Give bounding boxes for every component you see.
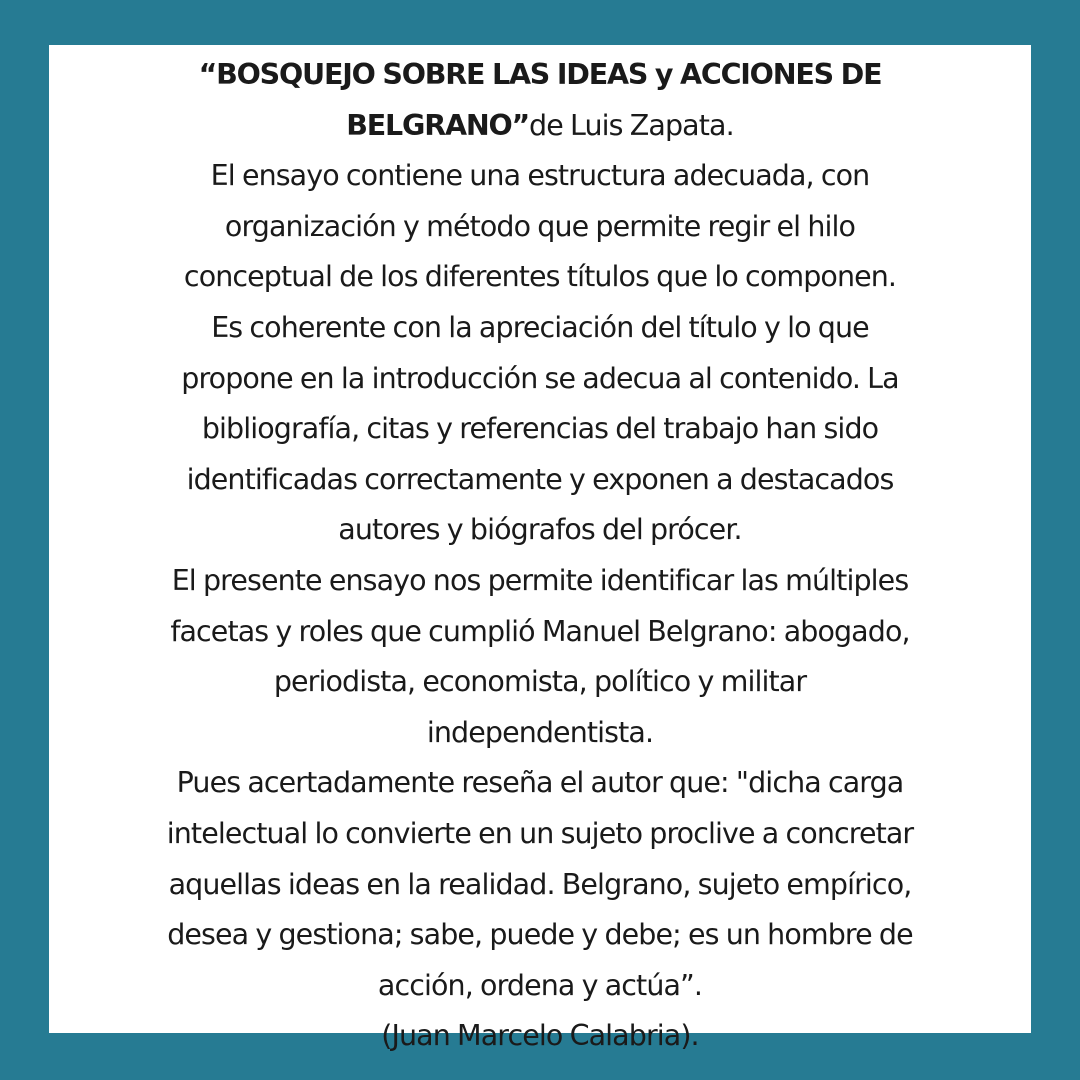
signature-line: (Juan Marcelo Calabria). xyxy=(381,1019,699,1053)
essay-title-end: BELGRANO” xyxy=(346,108,530,142)
essay-author: de Luis Zapata. xyxy=(529,108,734,142)
body-line: bibliografía, citas y referencias del trabajo han sido xyxy=(201,412,879,446)
quote-line: acción, ordena y actúa”. xyxy=(377,968,703,1002)
quote-line: aquellas ideas en la realidad. Belgrano, sujeto empírico, xyxy=(168,867,912,901)
body-line: facetas y roles que cumplió Manuel Belgrano: abogado, xyxy=(170,614,910,648)
essay-title-line-2 xyxy=(49,101,1031,152)
essay-title-line-1: “BOSQUEJO SOBRE LAS IDEAS y ACCIONES DE xyxy=(198,58,882,91)
body-line: Es coherente con la apreciación del título y lo que xyxy=(211,310,869,344)
body-line: organización y método que permite regir el hilo xyxy=(224,209,856,243)
body-line: El presente ensayo nos permite identificar las múltiples xyxy=(171,563,909,597)
body-line: autores y biógrafos del prócer. xyxy=(338,513,742,547)
review-card xyxy=(49,45,1031,1053)
body-line: El ensayo contiene una estructura adecuada, con xyxy=(210,159,870,193)
quote-line: desea y gestiona; sabe, puede y debe; es un hombre de xyxy=(167,918,913,952)
body-line: conceptual de los diferentes títulos que lo componen. xyxy=(183,260,897,294)
body-line: propone en la introducción se adecua al contenido. La xyxy=(181,361,899,395)
quote-line: Pues acertadamente reseña el autor que: "dicha carga xyxy=(176,766,904,800)
body-line: periodista, economista, político y militar xyxy=(273,665,807,699)
quote-line: intelectual lo convierte en un sujeto proclive a concretar xyxy=(166,816,914,850)
body-line: independentista. xyxy=(426,715,654,749)
review-text xyxy=(49,50,1031,1062)
body-line: identificadas correctamente y exponen a destacados xyxy=(186,462,894,496)
